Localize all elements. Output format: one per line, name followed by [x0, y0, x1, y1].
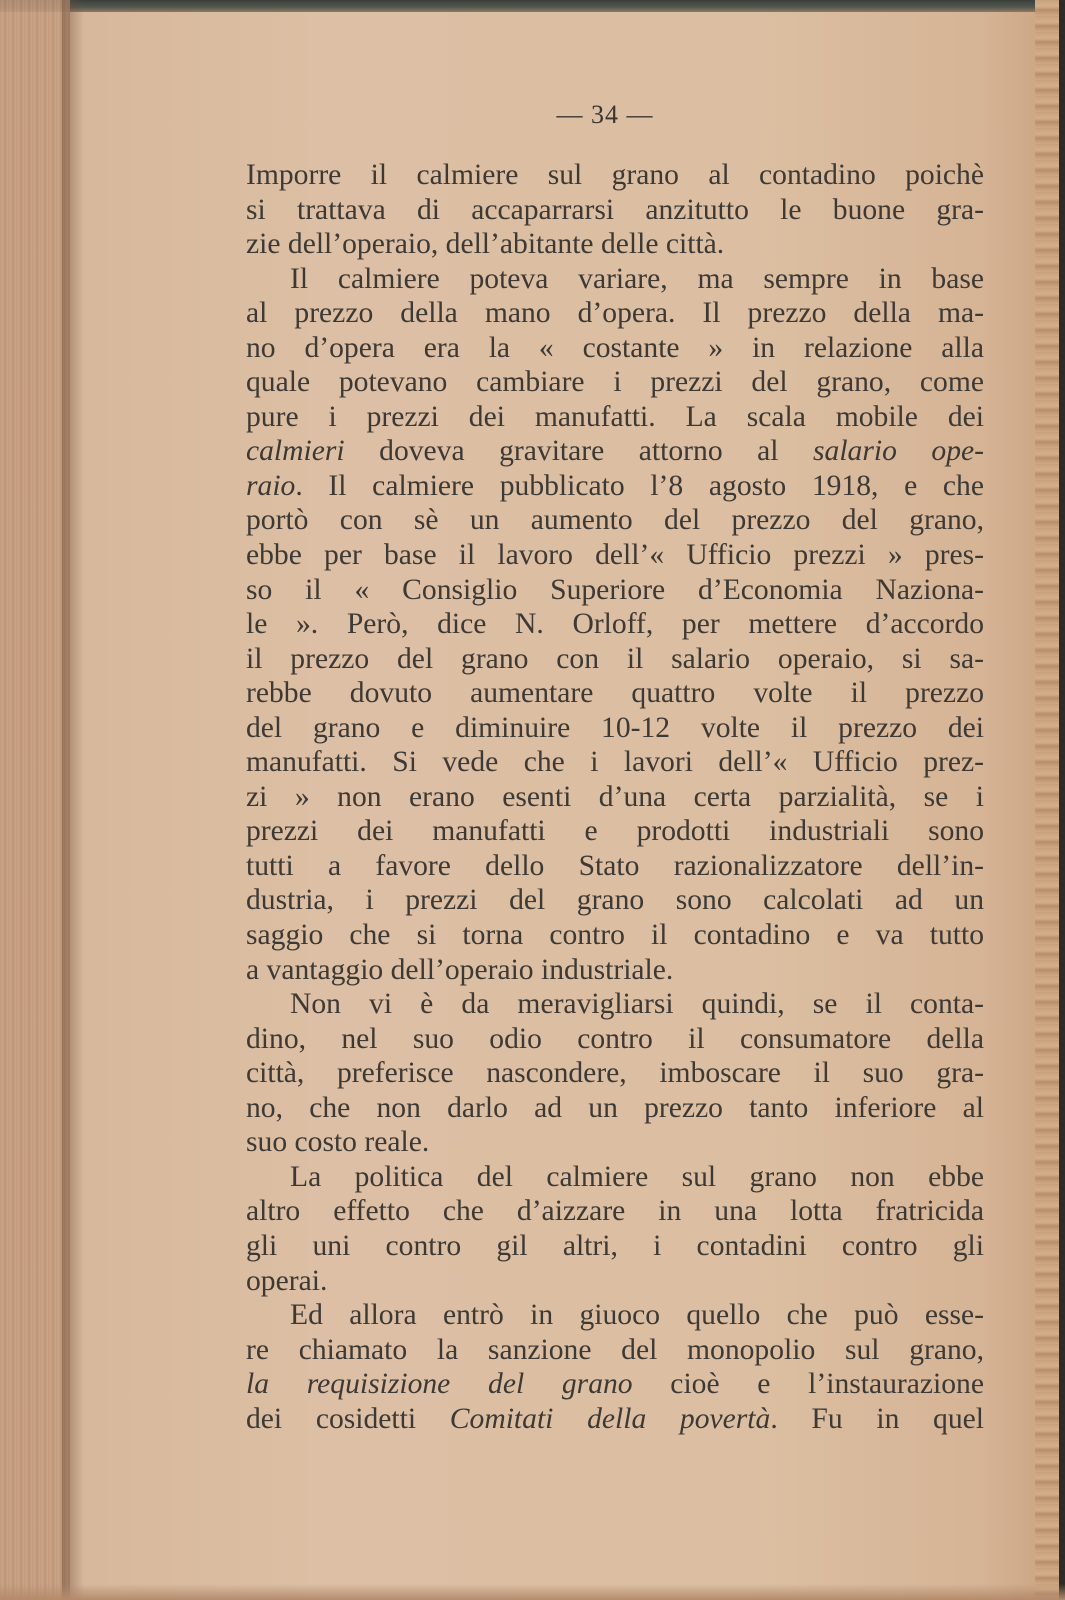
text-line: Non vi è da meravigliarsi quindi, se il conta- [290, 988, 984, 1021]
text-line: Imporre il calmiere sul grano al contadino poichè [246, 159, 984, 191]
text-line: saggio che si torna contro il contadino e va tutto [246, 919, 984, 952]
text-line: città, preferisce nascondere, imboscare il suo gra- [246, 1057, 984, 1090]
text-line: dustria, i prezzi del grano sono calcolati ad un [246, 884, 984, 917]
text-line: no d’opera era la « costante » in relazione alla [246, 331, 984, 364]
text-line: suo costo reale. [246, 1126, 430, 1159]
left-page-edges [0, 0, 70, 1600]
text-line: re chiamato la sanzione del monopolio sul grano, [246, 1333, 984, 1366]
right-dark-border [1059, 0, 1065, 1600]
text-line: calmieri doveva gravitare attorno al salario ope- [246, 435, 984, 468]
gutter-shadow [62, 0, 84, 1600]
text-line: tutti a favore dello Stato razionalizzatore dell’in- [246, 849, 984, 882]
text-line: il prezzo del grano con il salario operaio, si sa- [246, 642, 984, 675]
text-line: gli uni contro gil altri, i contadini contro gli [246, 1229, 984, 1262]
text-line: le ». Però, dice N. Orloff, per mettere d’accordo [246, 608, 984, 641]
text-line: Ed allora entrò in giuoco quello che può esse- [290, 1299, 984, 1332]
text-line: dei cosidetti Comitati della povertà. Fu in quel [246, 1402, 984, 1435]
text-line: operai. [246, 1264, 328, 1297]
text-line: del grano e diminuire 10-12 volte il prezzo dei [246, 711, 984, 744]
text-line: ebbe per base il lavoro dell’« Ufficio prezzi » pres- [246, 539, 984, 572]
text-line: raio. Il calmiere pubblicato l’8 agosto 1918, e che [246, 469, 984, 502]
text-line: a vantaggio dell’operaio industriale. [246, 953, 674, 986]
text-line: la requisizione del grano cioè e l’instaurazione [246, 1368, 984, 1401]
text-line: quale potevano cambiare i prezzi del grano, come [246, 366, 984, 399]
text-line: so il « Consiglio Superiore d’Economia Naziona- [246, 573, 984, 606]
text-line: pure i prezzi dei manufatti. La scala mobile dei [246, 400, 984, 433]
body-text [246, 158, 984, 1436]
text-line: dino, nel suo odio contro il consumatore della [246, 1022, 984, 1055]
text-line: no, che non darlo ad un prezzo tanto inferiore al [246, 1091, 984, 1124]
text-line: manufatti. Si vede che i lavori dell’« Ufficio prez- [246, 746, 984, 779]
text-line: prezzi dei manufatti e prodotti industriali sono [246, 815, 984, 848]
text-line: altro effetto che d’aizzare in una lotta fratricida [246, 1195, 984, 1228]
text-line: al prezzo della mano d’opera. Il prezzo della ma- [246, 297, 984, 330]
text-line: zie dell’operaio, dell’abitante delle città. [246, 228, 725, 261]
text-line: portò con sè un aumento del prezzo del grano, [246, 504, 984, 537]
text-line: La politica del calmiere sul grano non ebbe [290, 1160, 984, 1193]
page-number: — 34 — [556, 100, 654, 129]
text-line: rebbe dovuto aumentare quattro volte il prezzo [246, 677, 984, 710]
text-line: si trattava di accaparrarsi anzitutto le buone gra- [246, 193, 984, 226]
bottom-page-edge [0, 1584, 1065, 1600]
text-line: zi » non erano esenti d’una certa parzialità, se i [246, 780, 984, 813]
text-line: Il calmiere poteva variare, ma sempre in base [290, 262, 984, 295]
top-binding-edge [0, 0, 1065, 12]
